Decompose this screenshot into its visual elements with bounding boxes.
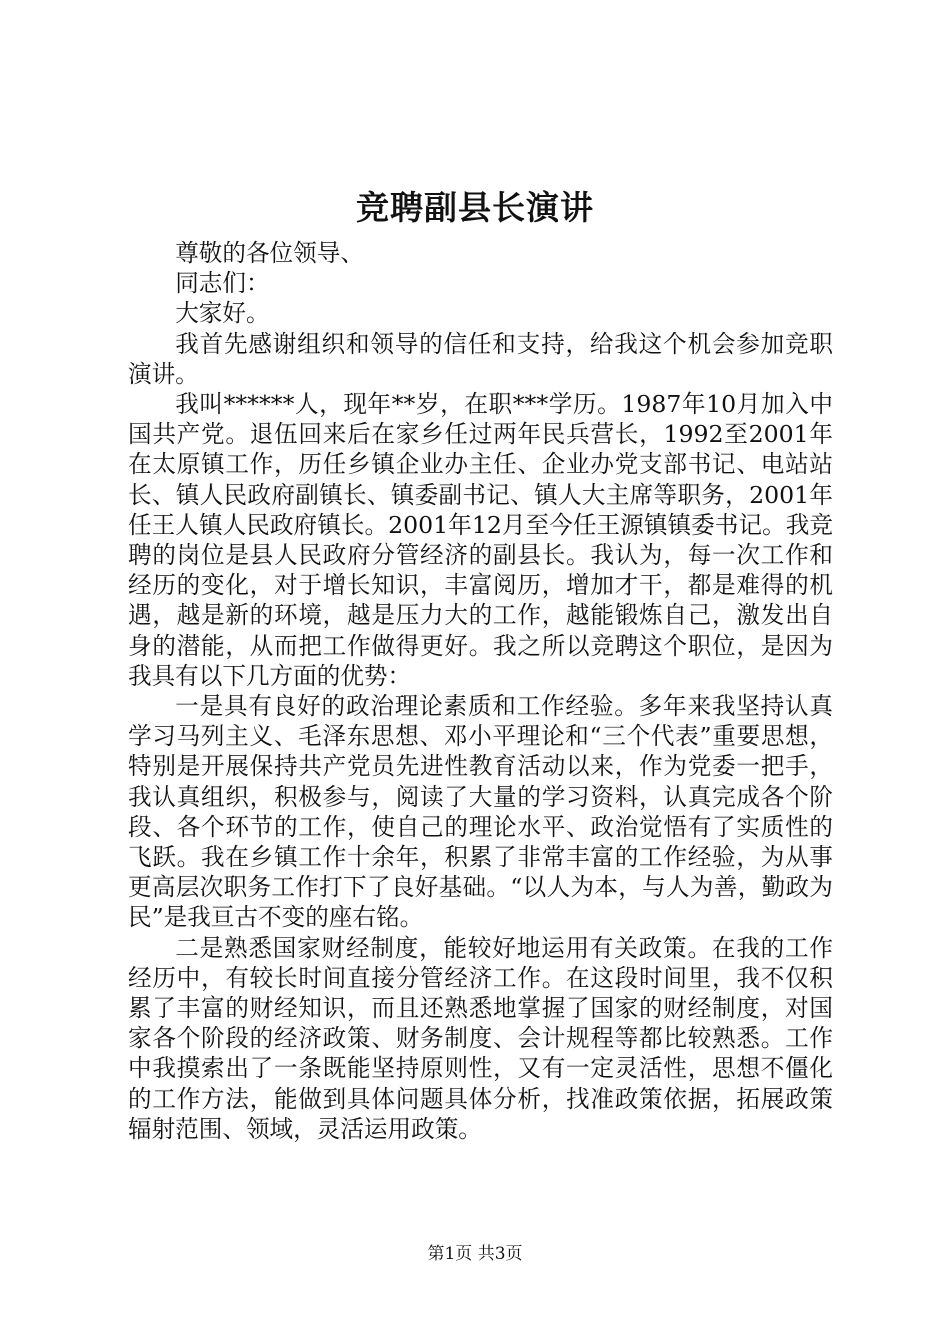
greeting-line: 大家好。 <box>175 299 270 328</box>
salutation-line-2: 同志们： <box>175 269 270 298</box>
document-body <box>128 238 833 1144</box>
paragraph-introduction: 我叫******人，现年**岁，在职***学历。1987年10月加入中国共产党。退伍回来后在家乡任过两年民兵营长，1992至2001年在太原镇工作，历任乡镇企业办主任、企业办党支部书记、电站站长、镇人民政府副镇长、镇委副书记、镇人大主席等职务，2001年任王人镇人民政府镇长。2001年12月至今任王源镇镇委书记。我竞聘的岗位是县人民政府分管经济的副县长。我认为，每一次工作和经历的变化，对于增长知识，丰富阅历，增加才干，都是难得的机遇，越是新的环境，越是压力大的工作，越能锻炼自己，激发出自身的潜能，从而把工作做得更好。我之所以竞聘这个职位，是因为我具有以下几方面的优势： <box>128 390 833 690</box>
document-title: 竞聘副县长演讲 <box>356 188 594 227</box>
paragraph-advantage-2: 二是熟悉国家财经制度，能较好地运用有关政策。在我的工作经历中，有较长时间直接分管经济工作。在这段时间里，我不仅积累了丰富的财经知识，而且还熟悉地掌握了国家的财经制度，对国家各个阶段的经济政策、财务制度、会计规程等都比较熟悉。工作中我摸索出了一条既能坚持原则性，又有一定灵活性，思想不僵化的工作方法，能做到具体问题具体分析，找准政策依据，拓展政策辐射范围、领域，灵活运用政策。 <box>128 933 833 1143</box>
paragraph-advantage-1: 一是具有良好的政治理论素质和工作经验。多年来我坚持认真学习马列主义、毛泽东思想、邓小平理论和“三个代表”重要思想，特别是开展保持共产党员先进性教育活动以来，作为党委一把手，我认真组织，积极参与，阅读了大量的学习资料，认真完成各个阶段、各个环节的工作，使自己的理论水平、政治觉悟有了实质性的飞跃。我在乡镇工作十余年，积累了非常丰富的工作经验，为从事更高层次职务工作打下了良好基础。“以人为本，与人为善，勤政为民”是我亘古不变的座右铭。 <box>128 692 833 932</box>
paragraph-thanks: 我首先感谢组织和领导的信任和支持，给我这个机会参加竞职演讲。 <box>128 329 833 388</box>
salutation-line-1: 尊敬的各位领导、 <box>175 239 364 267</box>
page-number-footer: 第1页 共3页 <box>427 1244 523 1264</box>
